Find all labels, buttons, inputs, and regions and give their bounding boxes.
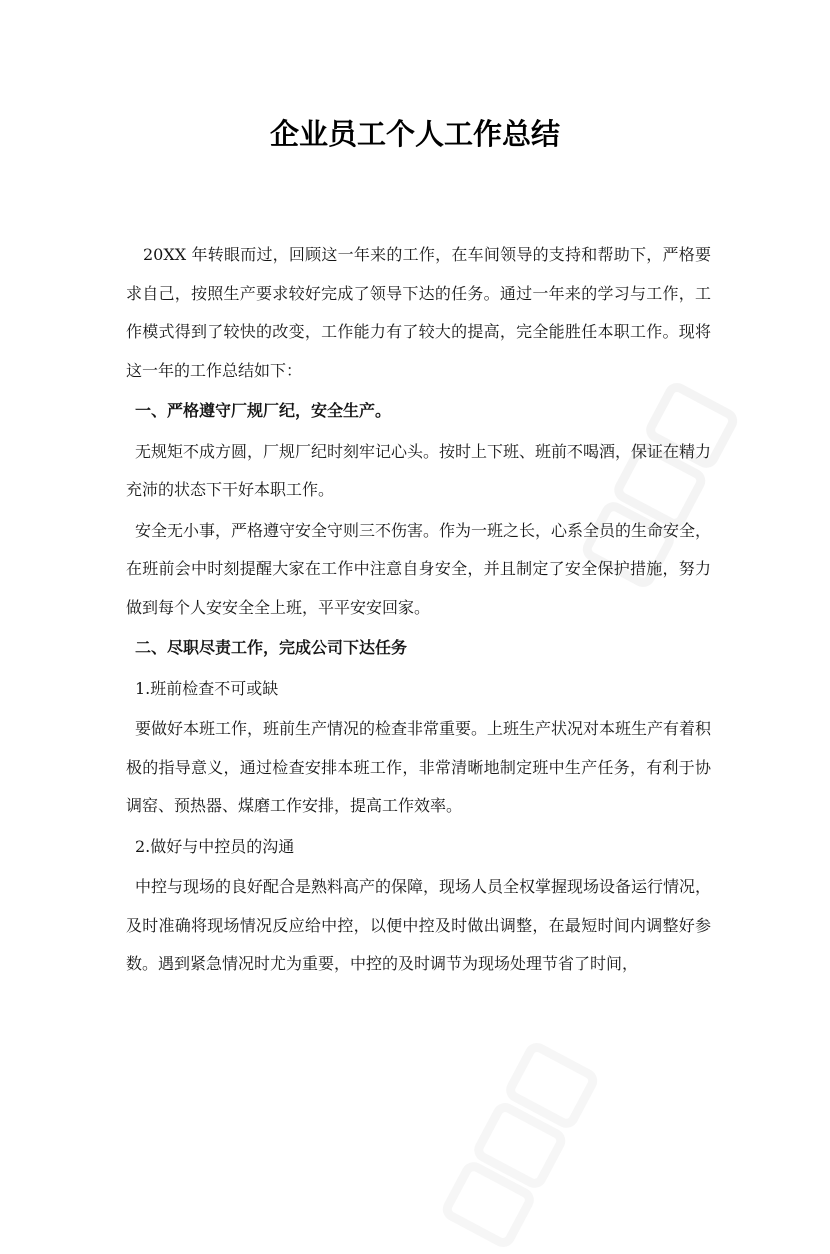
document-title: 企业员工个人工作总结 [269,117,560,151]
intro-paragraph: 20XX 年转眼而过，回顾这一年来的工作，在车间领导的支持和帮助下，严格要求自己，按照生产要求较好完成了领导下达的任务。通过一年来的学习与工作，工作模式得到了较快的改变，工作能力有了较大的提高，完全能胜任本职工作。现将这一年的工作总结如下： [126,245,711,380]
body-paragraph: 中控与现场的良好配合是熟料高产的保障，现场人员全权掌握现场设备运行情况，及时准确将现场情况反应给中控，以便中控及时做出调整，在最短时间内调整好参数。遇到紧急情况时尤为重要，中控的及时调节为现场处理节省了时间， [126,877,712,973]
section-heading-2: 二、尽职尽责工作，完成公司下达任务 [135,638,408,657]
subheading-1: 1.班前检查不可或缺 [135,678,279,698]
document-body [126,236,711,984]
body-paragraph: 无规矩不成方圆，厂规厂纪时刻牢记心头。按时上下班、班前不喝酒，保证在精力充沛的状态下干好本职工作。 [126,441,712,499]
body-paragraph: 要做好本班工作，班前生产情况的检查非常重要。上班生产状况对本班生产有着积极的指导意义，通过检查安排本班工作，非常清晰地制定班中生产任务，有利于协调窑、预热器、煤磨工作安排，提高工作效率。 [126,719,712,815]
subheading-2: 2.做好与中控员的沟通 [135,836,295,856]
watermark-graphic [433,1036,606,1254]
body-paragraph: 安全无小事，严格遵守安全守则三不伤害。作为一班之长，心系全员的生命安全，在班前会中时刻提醒大家在工作中注意自身安全，并且制定了安全保护措施，努力做到每个人安安全全上班，平平安安回家。 [126,520,712,617]
section-heading-1: 一、严格遵守厂规厂纪，安全生产。 [135,401,392,420]
